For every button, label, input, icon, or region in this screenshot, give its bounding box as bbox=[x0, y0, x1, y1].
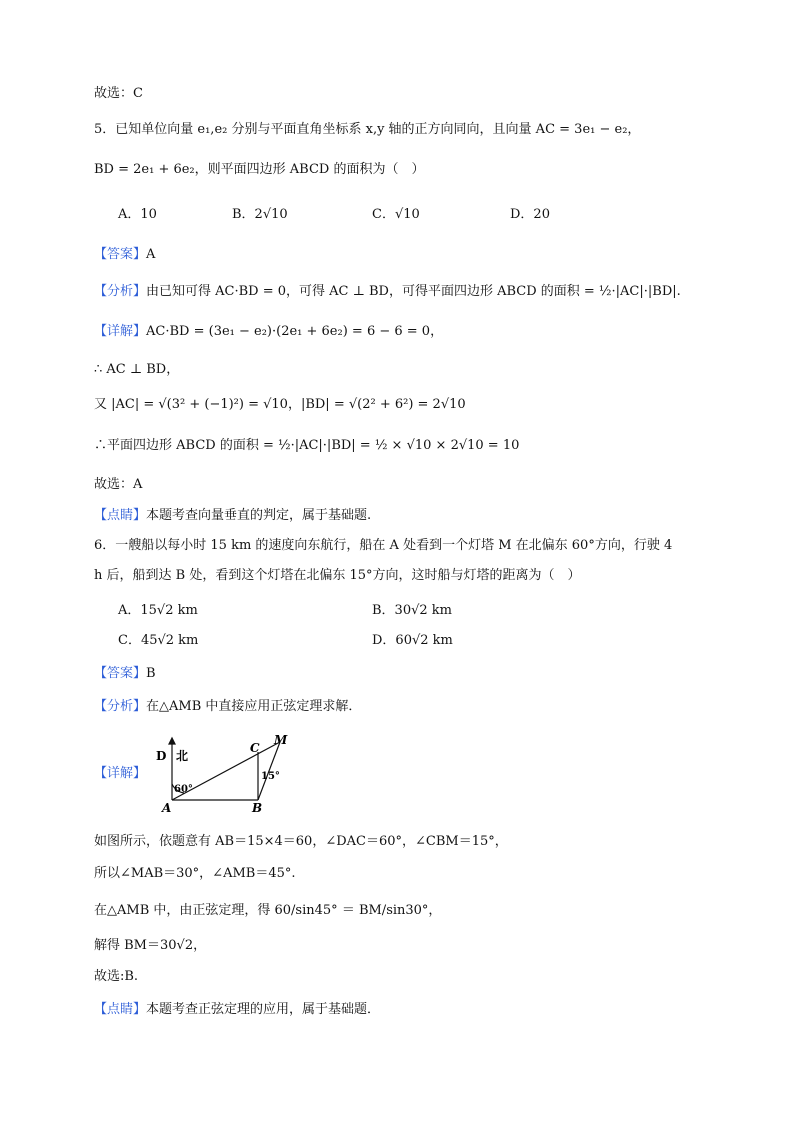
label-d: D bbox=[156, 749, 167, 763]
analysis-tag: 【分析】 bbox=[94, 284, 147, 299]
answer-value: B bbox=[146, 666, 156, 681]
line-select-c: 故选：C bbox=[94, 86, 143, 101]
analysis-5 bbox=[94, 282, 681, 302]
select-6: 故选:B. bbox=[94, 969, 139, 984]
select-5: 故选：A bbox=[94, 477, 143, 492]
detail-5-perp: ∴ AC ⊥ BD， bbox=[94, 362, 180, 377]
comment-tag: 【点睛】 bbox=[94, 1002, 147, 1017]
label-north: 北 bbox=[176, 749, 189, 763]
answer-5 bbox=[94, 245, 155, 265]
label-b: B bbox=[252, 801, 263, 815]
label-m: M bbox=[274, 733, 288, 747]
detail-tag: 【详解】 bbox=[94, 766, 147, 781]
q5-option-d: D．20 bbox=[510, 207, 550, 222]
detail-5-magnitudes: 又 |AC| = √(3² + (−1)²) = √10，|BD| = √(2² + 6²) = 2√10 bbox=[94, 397, 466, 412]
q5-option-c: C．√10 bbox=[372, 207, 420, 222]
detail-6-tag bbox=[94, 764, 146, 784]
q5-option-b: B．2√10 bbox=[232, 207, 288, 222]
q6-option-c: C．45√2 km bbox=[118, 633, 199, 648]
answer-tag: 【答案】 bbox=[94, 247, 147, 262]
analysis-text: 在△AMB 中直接应用正弦定理求解． bbox=[146, 699, 362, 714]
q6-option-b: B．30√2 km bbox=[372, 603, 452, 618]
detail-5-area: ∴平面四边形 ABCD 的面积 = ½·|AC|·|BD| = ½ × √10 × 2√10 = 10 bbox=[94, 438, 520, 453]
angle-label-60: 60° bbox=[174, 784, 193, 795]
comment-text: 本题考查正弦定理的应用，属于基础题． bbox=[146, 1002, 381, 1017]
comment-5 bbox=[94, 506, 371, 526]
comment-tag: 【点睛】 bbox=[94, 508, 147, 523]
question-5-line2: BD = 2e₁ + 6e₂，则平面四边形 ABCD 的面积为（ ） bbox=[94, 162, 425, 177]
label-c: C bbox=[250, 741, 260, 755]
comment-text: 本题考查向量垂直的判定，属于基础题. bbox=[146, 508, 372, 523]
question-5-line1: 5．已知单位向量 e₁,e₂ 分别与平面直角坐标系 x,y 轴的正方向同向，且向量 AC = 3e₁ − e₂， bbox=[94, 122, 641, 137]
q6-option-d: D．60√2 km bbox=[372, 633, 453, 648]
detail-6-line4: 解得 BM＝30√2， bbox=[94, 938, 207, 953]
detail-6-line1: 如图所示，依题意有 AB＝15×4＝60，∠DAC＝60°，∠CBM＝15°， bbox=[94, 834, 508, 849]
answer-tag: 【答案】 bbox=[94, 666, 147, 681]
detail-6-line2: 所以∠MAB＝30°，∠AMB＝45°. bbox=[94, 866, 296, 881]
north-arrow-head bbox=[169, 738, 175, 744]
detail-tag: 【详解】 bbox=[94, 324, 147, 339]
label-a: A bbox=[162, 801, 172, 815]
comment-6 bbox=[94, 1000, 380, 1020]
analysis-text: 由已知可得 AC·BD = 0，可得 AC ⊥ BD，可得平面四边形 ABCD 的面积 = ½·|AC|·|BD|. bbox=[146, 284, 681, 299]
answer-6 bbox=[94, 664, 156, 684]
detail-text: AC·BD = (3e₁ − e₂)·(2e₁ + 6e₂) = 6 − 6 = 0， bbox=[146, 324, 444, 339]
detail-6-line3: 在△AMB 中，由正弦定理，得 60/sin45° ＝ BM/sin30°， bbox=[94, 903, 442, 918]
detail-5 bbox=[94, 322, 443, 342]
angle-label-15: 15° bbox=[261, 771, 280, 782]
analysis-tag: 【分析】 bbox=[94, 699, 147, 714]
question-6-line2: h 后，船到达 B 处，看到这个灯塔在北偏东 15°方向，这时船与灯塔的距离为（ ） bbox=[94, 568, 581, 583]
q5-option-a: A．10 bbox=[118, 207, 157, 222]
answer-value: A bbox=[146, 247, 156, 262]
q6-option-a: A．15√2 km bbox=[118, 603, 198, 618]
question-6-line1: 6．一艘船以每小时 15 km 的速度向东航行，船在 A 处看到一个灯塔 M 在北偏东 60°方向，行驶 4 bbox=[94, 538, 673, 553]
triangle-figure bbox=[150, 732, 300, 816]
analysis-6 bbox=[94, 697, 361, 717]
